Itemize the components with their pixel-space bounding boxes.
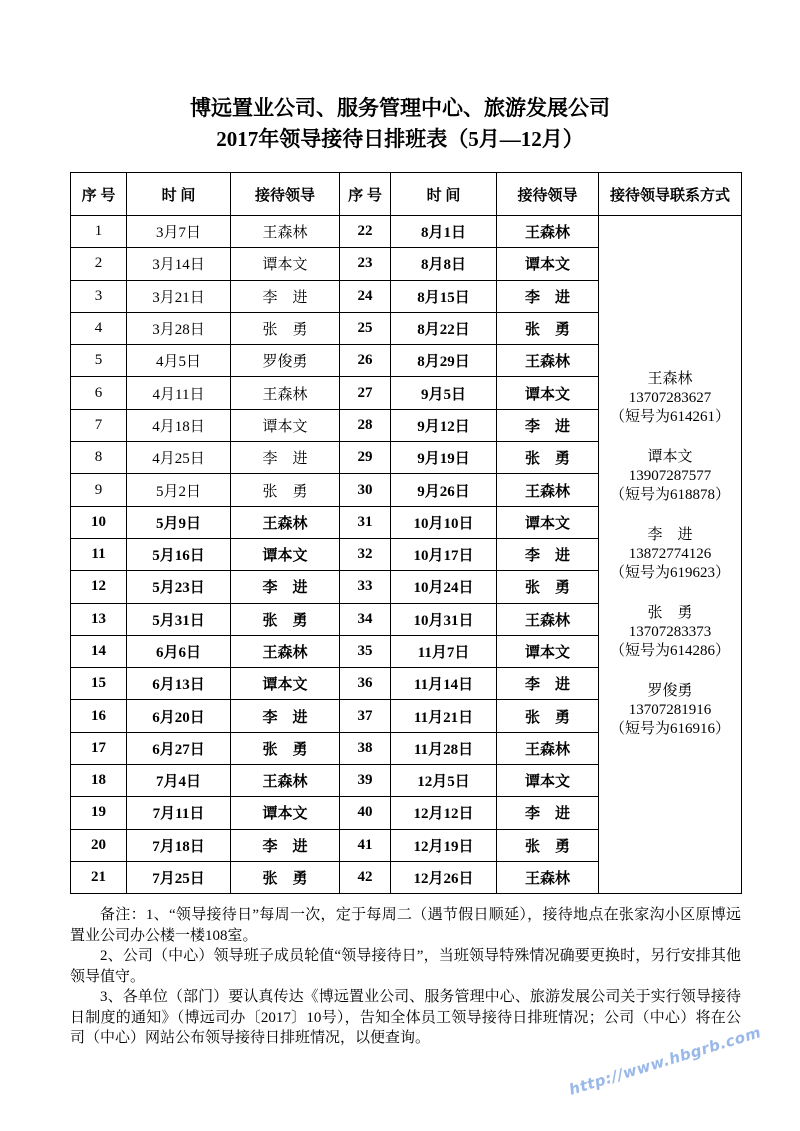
contact-entry xyxy=(599,370,741,427)
leader-cell: 王森林 xyxy=(231,377,340,409)
leader-cell: 谭本文 xyxy=(231,248,340,280)
contact-phone: 13872774126 xyxy=(628,546,712,563)
date-cell: 5月31日 xyxy=(127,603,231,635)
note-item: 2、公司（中心）领导班子成员轮值“领导接待日”，当班领导特殊情况确要更换时，另行安排其他领导值守。 xyxy=(70,948,741,985)
date-cell: 3月28日 xyxy=(127,312,231,344)
leader-cell: 谭本文 xyxy=(497,765,599,797)
contact-phone: 13707281916 xyxy=(628,702,712,719)
contact-short-number: （短号为616916） xyxy=(609,721,730,738)
leader-cell: 王森林 xyxy=(231,765,340,797)
date-cell: 4月5日 xyxy=(127,345,231,377)
date-cell: 9月26日 xyxy=(391,474,497,506)
leader-cell: 张 勇 xyxy=(231,312,340,344)
seq-cell: 15 xyxy=(71,668,127,700)
header-date-2: 时 间 xyxy=(391,173,497,216)
date-cell: 9月5日 xyxy=(391,377,497,409)
leader-cell: 王森林 xyxy=(497,345,599,377)
contact-name: 王森林 xyxy=(647,371,693,388)
document-title-block xyxy=(0,93,800,155)
seq-cell: 33 xyxy=(340,571,391,603)
seq-cell: 34 xyxy=(340,603,391,635)
date-cell: 8月15日 xyxy=(391,280,497,312)
seq-cell: 35 xyxy=(340,635,391,667)
leader-cell: 谭本文 xyxy=(497,377,599,409)
leader-cell: 张 勇 xyxy=(497,442,599,474)
header-seq-2: 序 号 xyxy=(340,173,391,216)
leader-cell: 李 进 xyxy=(497,797,599,829)
seq-cell: 36 xyxy=(340,668,391,700)
document-subtitle: 2017年领导接待日排班表（5月—12月） xyxy=(216,127,584,151)
watermark: http://www.hbgrb.com xyxy=(566,1023,764,1099)
seq-cell: 13 xyxy=(71,603,127,635)
leader-cell: 谭本文 xyxy=(497,635,599,667)
date-cell: 12月26日 xyxy=(391,861,497,893)
leader-cell: 谭本文 xyxy=(497,506,599,538)
seq-cell: 10 xyxy=(71,506,127,538)
leader-cell: 王森林 xyxy=(497,861,599,893)
header-leader-2: 接待领导 xyxy=(497,173,599,216)
contact-cell xyxy=(599,216,742,894)
date-cell: 6月27日 xyxy=(127,732,231,764)
date-cell: 4月25日 xyxy=(127,442,231,474)
date-cell: 8月29日 xyxy=(391,345,497,377)
date-cell: 11月21日 xyxy=(391,700,497,732)
seq-cell: 16 xyxy=(71,700,127,732)
contact-entry xyxy=(599,526,741,583)
leader-cell: 王森林 xyxy=(497,732,599,764)
contact-phone: 13707283627 xyxy=(628,390,712,407)
contact-phone: 13907287577 xyxy=(628,468,712,485)
seq-cell: 41 xyxy=(340,829,391,861)
schedule-body xyxy=(71,216,742,894)
leader-cell: 王森林 xyxy=(497,603,599,635)
date-cell: 7月25日 xyxy=(127,861,231,893)
contact-short-number: （短号为618878） xyxy=(609,487,730,504)
date-cell: 12月19日 xyxy=(391,829,497,861)
seq-cell: 20 xyxy=(71,829,127,861)
seq-cell: 29 xyxy=(340,442,391,474)
leader-cell: 谭本文 xyxy=(497,248,599,280)
contact-name: 张 勇 xyxy=(647,605,693,622)
contact-short-number: （短号为614261） xyxy=(609,409,730,426)
seq-cell: 19 xyxy=(71,797,127,829)
leader-cell: 谭本文 xyxy=(231,668,340,700)
date-cell: 10月17日 xyxy=(391,538,497,570)
leader-cell: 张 勇 xyxy=(231,861,340,893)
contact-phone: 13707283373 xyxy=(628,624,712,641)
leader-cell: 张 勇 xyxy=(497,700,599,732)
leader-cell: 李 进 xyxy=(497,409,599,441)
date-cell: 12月12日 xyxy=(391,797,497,829)
leader-cell: 李 进 xyxy=(497,538,599,570)
date-cell: 11月28日 xyxy=(391,732,497,764)
seq-cell: 26 xyxy=(340,345,391,377)
seq-cell: 32 xyxy=(340,538,391,570)
seq-cell: 18 xyxy=(71,765,127,797)
contact-entry xyxy=(599,448,741,505)
date-cell: 8月22日 xyxy=(391,312,497,344)
leader-cell: 谭本文 xyxy=(231,797,340,829)
seq-cell: 39 xyxy=(340,765,391,797)
contact-entry xyxy=(599,682,741,739)
date-cell: 7月18日 xyxy=(127,829,231,861)
date-cell: 8月1日 xyxy=(391,216,497,248)
date-cell: 5月2日 xyxy=(127,474,231,506)
seq-cell: 24 xyxy=(340,280,391,312)
table-row xyxy=(71,216,742,248)
seq-cell: 25 xyxy=(340,312,391,344)
leader-cell: 李 进 xyxy=(231,700,340,732)
seq-cell: 6 xyxy=(71,377,127,409)
seq-cell: 38 xyxy=(340,732,391,764)
leader-cell: 张 勇 xyxy=(231,603,340,635)
date-cell: 3月7日 xyxy=(127,216,231,248)
contact-name: 谭本文 xyxy=(647,449,693,466)
contact-short-number: （短号为614286） xyxy=(609,643,730,660)
seq-cell: 4 xyxy=(71,312,127,344)
leader-cell: 谭本文 xyxy=(231,409,340,441)
leader-cell: 王森林 xyxy=(497,474,599,506)
date-cell: 4月18日 xyxy=(127,409,231,441)
contact-entry xyxy=(599,604,741,661)
document-title: 博远置业公司、服务管理中心、旅游发展公司 xyxy=(190,96,610,120)
table-header-row xyxy=(71,173,742,216)
leader-cell: 张 勇 xyxy=(497,571,599,603)
date-cell: 10月24日 xyxy=(391,571,497,603)
date-cell: 5月9日 xyxy=(127,506,231,538)
leader-cell: 张 勇 xyxy=(497,312,599,344)
leader-cell: 王森林 xyxy=(231,506,340,538)
seq-cell: 11 xyxy=(71,538,127,570)
leader-cell: 李 进 xyxy=(231,280,340,312)
seq-cell: 21 xyxy=(71,861,127,893)
header-leader: 接待领导 xyxy=(231,173,340,216)
seq-cell: 22 xyxy=(340,216,391,248)
header-contact: 接待领导联系方式 xyxy=(599,173,742,216)
date-cell: 10月10日 xyxy=(391,506,497,538)
seq-cell: 30 xyxy=(340,474,391,506)
header-seq: 序 号 xyxy=(71,173,127,216)
seq-cell: 31 xyxy=(340,506,391,538)
seq-cell: 2 xyxy=(71,248,127,280)
date-cell: 12月5日 xyxy=(391,765,497,797)
date-cell: 7月4日 xyxy=(127,765,231,797)
notes xyxy=(70,905,741,1049)
date-cell: 10月31日 xyxy=(391,603,497,635)
date-cell: 11月14日 xyxy=(391,668,497,700)
date-cell: 8月8日 xyxy=(391,248,497,280)
seq-cell: 1 xyxy=(71,216,127,248)
seq-cell: 14 xyxy=(71,635,127,667)
date-cell: 6月20日 xyxy=(127,700,231,732)
seq-cell: 40 xyxy=(340,797,391,829)
leader-cell: 李 进 xyxy=(231,442,340,474)
date-cell: 9月12日 xyxy=(391,409,497,441)
seq-cell: 28 xyxy=(340,409,391,441)
seq-cell: 42 xyxy=(340,861,391,893)
seq-cell: 37 xyxy=(340,700,391,732)
leader-cell: 张 勇 xyxy=(231,732,340,764)
date-cell: 3月21日 xyxy=(127,280,231,312)
date-cell: 3月14日 xyxy=(127,248,231,280)
leader-cell: 王森林 xyxy=(231,635,340,667)
seq-cell: 9 xyxy=(71,474,127,506)
leader-cell: 张 勇 xyxy=(497,829,599,861)
leader-cell: 李 进 xyxy=(497,280,599,312)
date-cell: 11月7日 xyxy=(391,635,497,667)
schedule-table xyxy=(70,172,742,894)
seq-cell: 5 xyxy=(71,345,127,377)
leader-cell: 张 勇 xyxy=(231,474,340,506)
date-cell: 9月19日 xyxy=(391,442,497,474)
contact-name: 罗俊勇 xyxy=(647,683,693,700)
seq-cell: 23 xyxy=(340,248,391,280)
contact-name: 李 进 xyxy=(647,527,693,544)
leader-cell: 李 进 xyxy=(231,571,340,603)
date-cell: 5月16日 xyxy=(127,538,231,570)
leader-cell: 李 进 xyxy=(497,668,599,700)
leader-cell: 王森林 xyxy=(231,216,340,248)
seq-cell: 3 xyxy=(71,280,127,312)
header-date: 时 间 xyxy=(127,173,231,216)
date-cell: 5月23日 xyxy=(127,571,231,603)
note-item: 3、各单位（部门）要认真传达《博远置业公司、服务管理中心、旅游发展公司关于实行领导接待日制度的通知》（博远司办〔2017〕10号），告知全体员工领导接待日排班情况；公司（中心）将在公司（中心）网站公布领导接待日排班情况，以便查询。 xyxy=(70,989,741,1046)
leader-cell: 王森林 xyxy=(497,216,599,248)
seq-cell: 8 xyxy=(71,442,127,474)
date-cell: 6月13日 xyxy=(127,668,231,700)
seq-cell: 7 xyxy=(71,409,127,441)
date-cell: 6月6日 xyxy=(127,635,231,667)
date-cell: 4月11日 xyxy=(127,377,231,409)
leader-cell: 谭本文 xyxy=(231,538,340,570)
seq-cell: 27 xyxy=(340,377,391,409)
seq-cell: 17 xyxy=(71,732,127,764)
leader-cell: 罗俊勇 xyxy=(231,345,340,377)
contact-short-number: （短号为619623） xyxy=(609,565,730,582)
date-cell: 7月11日 xyxy=(127,797,231,829)
seq-cell: 12 xyxy=(71,571,127,603)
note-item: 备注：1、“领导接待日”每周一次，定于每周二（遇节假日顺延），接待地点在张家沟小区原博远置业公司办公楼一楼108室。 xyxy=(70,907,741,944)
leader-cell: 李 进 xyxy=(231,829,340,861)
